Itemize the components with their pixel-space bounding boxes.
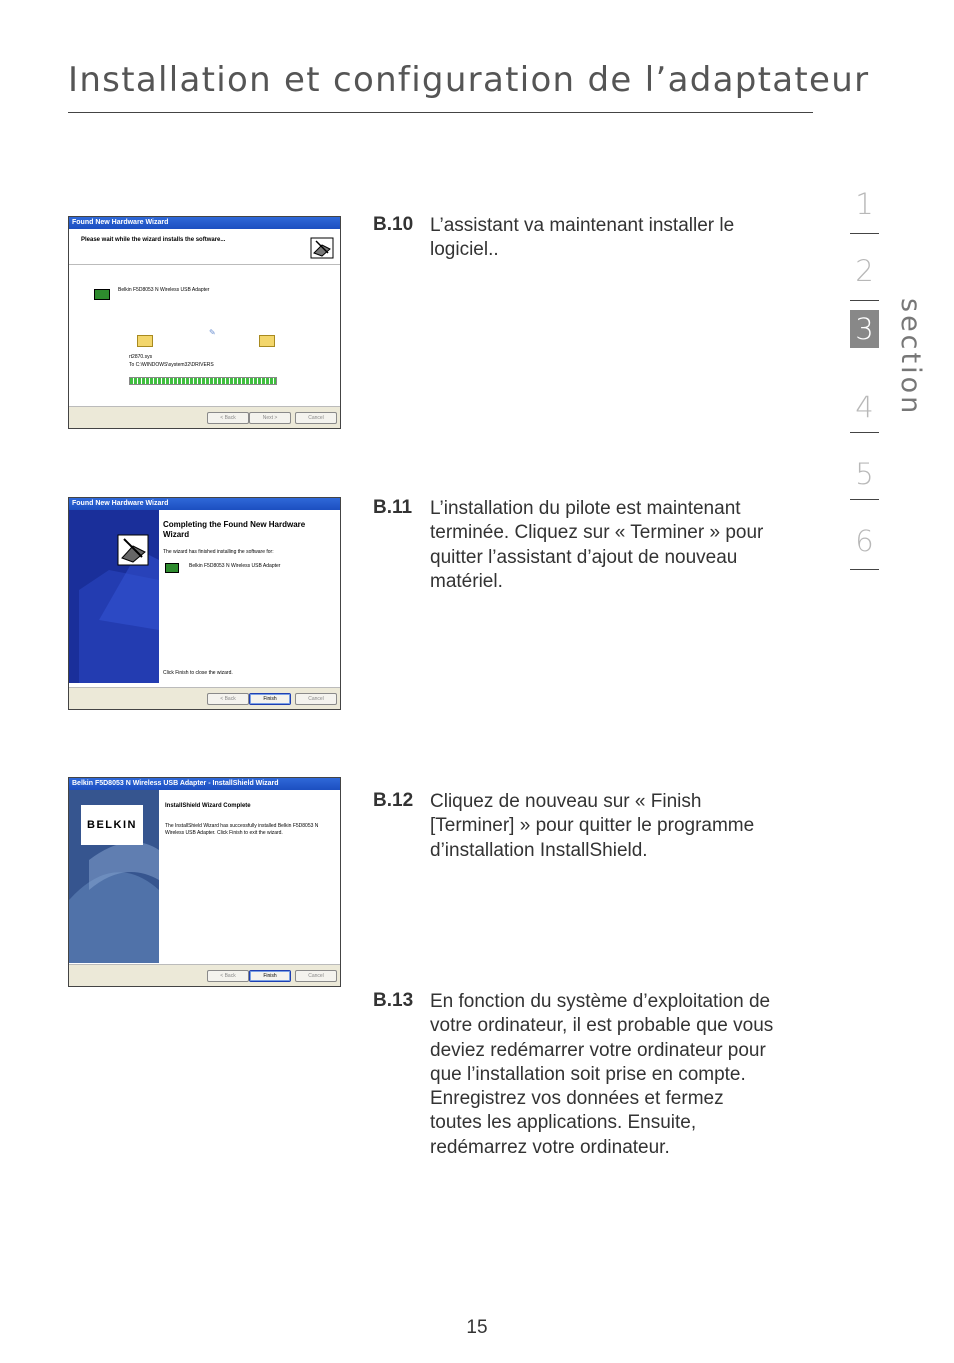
hardware-wizard-icon	[310, 237, 334, 259]
finish-instructions: Click Finish to close the wizard.	[163, 670, 233, 676]
cancel-button[interactable]: Cancel	[295, 970, 337, 982]
belkin-logo-box	[81, 805, 143, 845]
cancel-button[interactable]: Cancel	[295, 693, 337, 705]
screenshot-installshield-complete	[68, 777, 341, 987]
destination-path: To C:\WINDOWS\system32\DRIVERS	[129, 362, 214, 368]
section-nav-item-4[interactable]: 4	[855, 390, 874, 424]
back-button[interactable]: < Back	[207, 412, 249, 424]
button-bar	[69, 687, 340, 709]
section-nav-divider	[850, 499, 879, 500]
wizard-header-text: Please wait while the wizard installs the software...	[81, 237, 226, 243]
step-id: B.11	[373, 497, 413, 518]
screenshot-installing	[68, 216, 341, 429]
page-number: 15	[466, 1317, 488, 1338]
wizard-header	[69, 229, 340, 265]
section-nav-divider	[850, 569, 879, 570]
window-titlebar: Belkin F5D8053 N Wireless USB Adapter - InstallShield Wizard	[69, 778, 340, 790]
completion-message: The wizard has finished installing the software for:	[163, 549, 274, 555]
section-nav-item-5[interactable]: 5	[855, 457, 874, 491]
screenshot-completing	[68, 497, 341, 710]
button-bar	[69, 964, 340, 986]
step-id: B.10	[373, 214, 414, 235]
next-button[interactable]: Next >	[249, 412, 291, 424]
finish-button[interactable]: Finish	[249, 693, 291, 705]
file-name: rt2870.sys	[129, 354, 153, 360]
step-text: L’installation du pilote est maintenant terminée. Cliquez sur « Terminer » pour quitter l’assistant d’ajout de nouveau matériel.	[430, 498, 764, 592]
section-label: section	[895, 298, 926, 417]
hardware-wizard-banner-icon	[69, 510, 159, 683]
section-nav-item-6[interactable]: 6	[855, 524, 874, 558]
wizard-side-panel	[69, 510, 159, 683]
section-nav-divider	[850, 432, 879, 433]
section-nav-divider	[850, 233, 879, 234]
step-text: Cliquez de nouveau sur « Finish [Terminer] » pour quitter le programme d’installation InstallShield.	[430, 791, 755, 861]
install-progress-fill	[130, 378, 276, 384]
installshield-side-panel	[69, 790, 159, 963]
belkin-logo: BELKIN	[87, 819, 137, 831]
destination-folder-icon	[259, 335, 275, 347]
back-button[interactable]: < Back	[207, 693, 249, 705]
finish-button[interactable]: Finish	[249, 970, 291, 982]
button-bar	[69, 406, 340, 428]
cancel-button[interactable]: Cancel	[295, 412, 337, 424]
device-name: Belkin F5D8053 N Wireless USB Adapter	[189, 563, 281, 569]
section-nav-divider	[850, 300, 879, 301]
step-text: L’assistant va maintenant installer le logiciel..	[430, 215, 735, 261]
install-progress-bar	[129, 377, 277, 385]
step-text: En fonction du système d’exploitation de votre ordinateur, il est probable que vous deviez redémarrer votre ordinateur pour que l’installation soit prise en compte. Enregistrez vos données et fermez toutes les applications. Ensuite, redémarrez votre ordinateur.	[430, 991, 774, 1158]
window-titlebar: Found New Hardware Wizard	[69, 498, 340, 510]
section-nav-item-3-active[interactable]: 3	[850, 310, 879, 348]
network-adapter-icon	[165, 563, 179, 573]
section-nav-item-2[interactable]: 2	[855, 254, 874, 288]
wizard-body	[69, 265, 340, 407]
title-divider	[68, 112, 813, 113]
installshield-content	[159, 790, 340, 963]
back-button[interactable]: < Back	[207, 970, 249, 982]
device-name: Belkin F5D8053 N Wireless USB Adapter	[118, 287, 210, 293]
flying-file-icon: ✎	[209, 328, 216, 337]
step-id: B.12	[373, 790, 414, 811]
completion-heading: Completing the Found New Hardware Wizard	[163, 520, 306, 539]
wizard-content	[159, 510, 340, 683]
completion-message: The InstallShield Wizard has successfully installed Belkin F5D8053 N Wireless USB Adapter. Click Finish to exit the wizard.	[165, 823, 319, 836]
source-folder-icon	[137, 335, 153, 347]
step-id: B.13	[373, 990, 414, 1011]
completion-heading: InstallShield Wizard Complete	[165, 803, 251, 809]
section-nav-item-1[interactable]: 1	[855, 187, 874, 221]
window-titlebar: Found New Hardware Wizard	[69, 217, 340, 229]
page-title: Installation et configuration de l’adaptateur	[68, 60, 870, 100]
network-adapter-icon	[94, 289, 110, 300]
